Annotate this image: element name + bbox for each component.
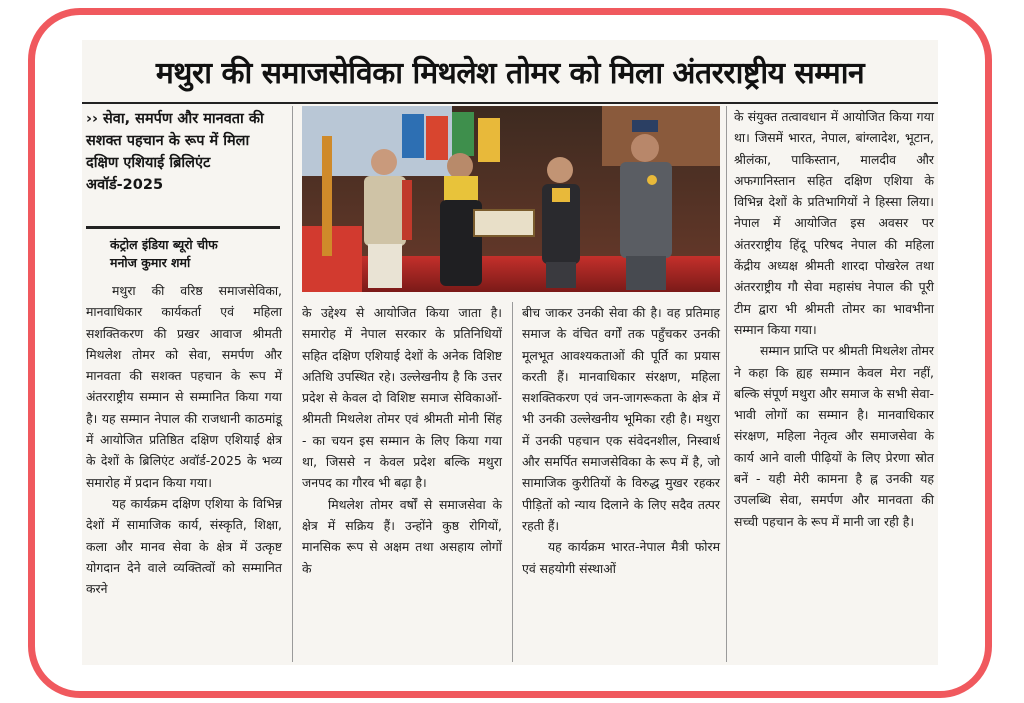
- article-paragraph: यह कार्यक्रम भारत-नेपाल मैत्री फोरम एवं सहयोगी संस्थाओं: [522, 539, 720, 576]
- byline-line-1: कंट्रोल इंडिया ब्यूरो चीफ: [110, 237, 218, 252]
- headline-bar: [82, 40, 938, 104]
- award-ceremony-photo: [302, 106, 720, 292]
- headline: मथुरा की समाजसेविका मिथलेश तोमर को मिला अंतरराष्ट्रीय सम्मान: [155, 55, 865, 91]
- article-column-4: [734, 106, 934, 532]
- article-paragraph: के संयुक्त तत्वावधान में आयोजित किया गया था। जिसमें भारत, नेपाल, बांग्लादेश, भूटान, श्रीलंका, पाकिस्तान, मालदीव और अफगानिस्तान सहित दक्षिण एशिया के विभिन्न देशों के प्रतिभागियों ने हिस्सा लिया। नेपाल में आयोजित इस अवसर पर अंतरराष्ट्रीय हिंदू परिषद नेपाल की महिला केंद्रीय अध्यक्ष श्रीमती शारदा पोखरेल तथा अंतरराष्ट्रीय गौ सेवा महासंघ नेपाल की पूरी टीम द्वारा भी श्रीमती तोमर का भावभीना सम्मान किया गया।: [734, 109, 934, 337]
- column-divider-1: [292, 106, 293, 662]
- column-divider-3: [726, 106, 727, 662]
- award-ceremony-photo-graphic: [302, 106, 720, 292]
- article-paragraph: यह कार्यक्रम दक्षिण एशिया के विभिन्न देशों में सामाजिक कार्य, संस्कृति, शिक्षा, कला और मानव सेवा के क्षेत्र में उत्कृष्ट योगदान देने वाले व्यक्तित्वों को सम्मानित करने: [86, 495, 282, 597]
- article-paragraph: मथुरा की वरिष्ठ समाजसेविका, मानवाधिकार कार्यकर्ता एवं महिला सशक्तिकरण की प्रखर आवाज श्रीमती मिथलेश तोमर को सेवा, समर्पण और मानवता की सशक्त पहचान के रूप में अंतरराष्ट्रीय सम्मान से सम्मानित किया गया है। यह सम्मान नेपाल की राजधानी काठमांडू में आयोजित प्रतिष्ठित दक्षिण एशियाई क्षेत्र के देशों के ब्रिलिएंट अवॉर्ड-2025 के भव्य समारोह में प्रदान किया गया।: [86, 283, 282, 490]
- subheadline-rule: [86, 226, 280, 229]
- article-column-3: [522, 302, 720, 579]
- byline-line-2: मनोज कुमार शर्मा: [110, 255, 191, 270]
- article-paragraph: मिथलेश तोमर वर्षों से समाजसेवा के क्षेत्र में सक्रिय हैं। उन्होंने कुष्ठ रोगियों, मानसिक रूप से अक्षम तथा असहाय लोगों के: [302, 496, 502, 576]
- article-paragraph: सम्मान प्राप्ति पर श्रीमती मिथलेश तोमर ने कहा कि ह्यह सम्मान केवल मेरा नहीं, बल्कि संपूर्ण मथुरा और समाज के सभी सेवा-भावी लोगों का सम्मान है। मानवाधिकार संरक्षण, महिला नेतृत्व और समाजसेवा के कार्य आने वाली पीढ़ियों के लिए प्रेरणा स्रोत बनें - यही मेरी कामना है ह्न उनकी यह उपलब्धि सेवा, समर्पण और मानवता की सच्ची पहचान के रूप में मानी जा रही है।: [734, 343, 934, 529]
- column-divider-2: [512, 302, 513, 662]
- article-column-1: [86, 280, 282, 599]
- subheadline: ›› सेवा, समर्पण और मानवता की सशक्त पहचान के रूप में मिला दक्षिण एशियाई ब्रिलिएंट अवॉर्ड-2025: [86, 111, 264, 193]
- article-column-2: [302, 302, 502, 579]
- article-paragraph: बीच जाकर उनकी सेवा की है। वह प्रतिमाह समाज के वंचित वर्गों तक पहुँचकर उनकी मूलभूत आवश्यकताओं की पूर्ति का प्रयास करती हैं। मानवाधिकार संरक्षण, महिला सशक्तिकरण एवं जन-जागरूकता के क्षेत्र में भी उनकी उल्लेखनीय भूमिका रही है। मथुरा में उनकी पहचान एक संवेदनशील, निस्वार्थ और समर्पित समाजसेविका के रूप में है, जो सामाजिक कुरीतियों के विरुद्ध मुखर रहकर पीड़ितों को न्याय दिलाने के लिए सदैव तत्पर रहती हैं।: [522, 305, 720, 533]
- byline: [110, 236, 282, 272]
- newspaper-clipping: [82, 40, 938, 665]
- article-paragraph: के उद्देश्य से आयोजित किया जाता है। समारोह में नेपाल सरकार के प्रतिनिधियों सहित दक्षिण एशियाई देशों के अनेक विशिष्ट अतिथि उपस्थित रहे। उल्लेखनीय है कि उत्तर प्रदेश से केवल दो विशिष्ट समाज सेविकाओं- श्रीमती मिथलेश तोमर एवं श्रीमती मोनी सिंह - का चयन इस सम्मान के लिए किया गया था, जिससे न केवल प्रदेश बल्कि मथुरा जनपद का गौरव भी बढ़ा है।: [302, 305, 502, 491]
